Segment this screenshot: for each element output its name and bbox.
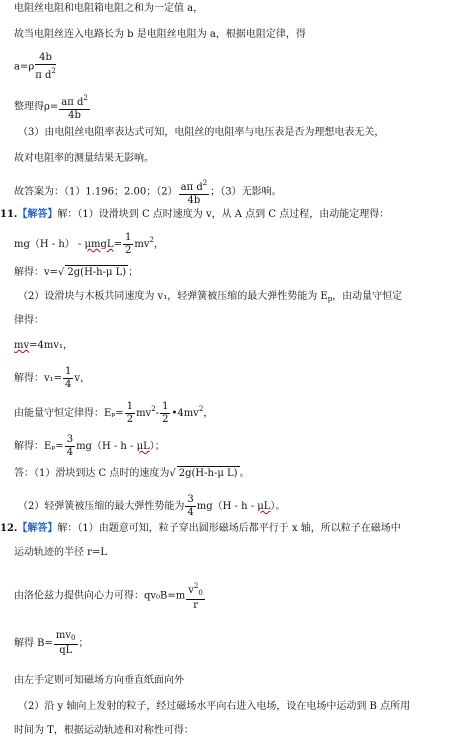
formula-line: 解得：Eₚ= $\frac{3}{4}$ mg（H - h - μL）； xyxy=(14,434,165,458)
solution-tag: 【解答】 xyxy=(17,523,58,534)
fraction: $\frac{1}{4}$ xyxy=(65,366,72,390)
question-number: 12. xyxy=(0,523,18,534)
formula-line: 解得：v₁= $\frac{1}{4}$ v， xyxy=(14,366,91,390)
text-line: 故对电阻率的测量结果无影响。 xyxy=(14,153,154,164)
fraction: $\frac{1}{2}$ xyxy=(162,401,169,425)
text-line: （2）沿 y 轴向上发射的粒子，经过磁场水平向右进入电场，设在电场中运动到 B 点所用 xyxy=(18,701,411,712)
fraction: $\frac{mv_0}{qL}$ xyxy=(55,630,76,656)
fraction: $\frac{a\pi d^2}{4b}$ xyxy=(61,94,88,121)
formula-line: mg（H - h） - μmgL= $\frac{1}{2}$ $mv^2$， xyxy=(14,232,164,256)
formula-line: 由能量守恒定律得：Eₚ= $\frac{1}{2}$ $mv^2-$ $\frac{1}{2}$ $•4mv^2$， xyxy=(14,401,214,425)
formula-resistivity: 整理得ρ= $\frac{a\pi d^2}{4b}$ xyxy=(14,94,88,121)
text-line: （3）由电阻丝电阻率表达式可知，电阻丝的电阻率与电压表是否为理想电表无关， xyxy=(18,127,385,138)
fraction: $\frac{3}{4}$ xyxy=(187,494,194,518)
fraction: $\frac{v^2_0}{r}$ xyxy=(188,582,203,611)
answer-line: （2）轻弹簧被压缩的最大弹性势能为 $\frac{3}{4}$ mg（H - h - μL）。 xyxy=(18,494,286,518)
solution-tag: 【解答】 xyxy=(17,209,58,220)
text-line: 时间为 T，根据运动轨迹和对称性可得： xyxy=(14,725,194,736)
fraction: $\frac{a\pi d^2}{4b}$ xyxy=(180,179,208,206)
fraction: $\frac{4b}{\pi d^2}$ xyxy=(35,52,56,81)
text-line: 电阻丝电阻和电阻箱电阻之和为一定值 a， xyxy=(14,3,204,14)
text-line: 运动轨迹的半径 r=L xyxy=(14,547,107,558)
formula-line: 解得 B= $\frac{mv_0}{qL}$ ； xyxy=(14,630,89,656)
question-number: 11. xyxy=(0,209,18,220)
fraction: $\frac{1}{2}$ xyxy=(126,401,134,425)
text-line: 故当电阻丝连入电路长为 b 是电阻丝电阻为 a，根据电阻定律，得 xyxy=(14,29,306,40)
formula-resistance: a=ρ $\frac{4b}{\pi d^2}$ xyxy=(14,52,56,81)
question-12-header: 12.【解答】解：（1）由题意可知，粒子穿出圆形磁场后都平行于 x 轴，所以粒子在磁场中 xyxy=(0,523,401,534)
formula-line: 解得：v=√ 2g(H-h-μ L) ； xyxy=(14,267,139,278)
formula-line: mv=4mv₁， xyxy=(14,340,74,351)
text-line: （2）设滑块与木板共同速度为 v₁，轻弹簧被压缩的最大弹性势能为 $E_p$，由动量守恒定 xyxy=(18,291,403,303)
text-line: 律得： xyxy=(14,315,44,326)
fraction: $\frac{3}{4}$ xyxy=(66,434,74,458)
formula-line: 由洛伦兹力提供向心力可得：qv₀B=m $\frac{v^2_0}{r}$ xyxy=(14,582,203,611)
answer-line: 故答案为：（1）1.196；2.00；（2） $\frac{a\pi d^2}{4b}$ ；（3）无影响。 xyxy=(14,179,282,206)
fraction: $\frac{1}{2}$ xyxy=(124,232,132,256)
answer-line: 答：（1）滑块到达 C 点时的速度为√ 2g(H-h-μ L) 。 xyxy=(14,468,250,479)
text-line: 由左手定则可知磁场方向垂直纸面向外 xyxy=(14,675,184,686)
question-11-header: 11.【解答】解：（1）设滑块到 C 点时速度为 v，从 A 点到 C 点过程，由动能定理得： xyxy=(0,209,390,220)
